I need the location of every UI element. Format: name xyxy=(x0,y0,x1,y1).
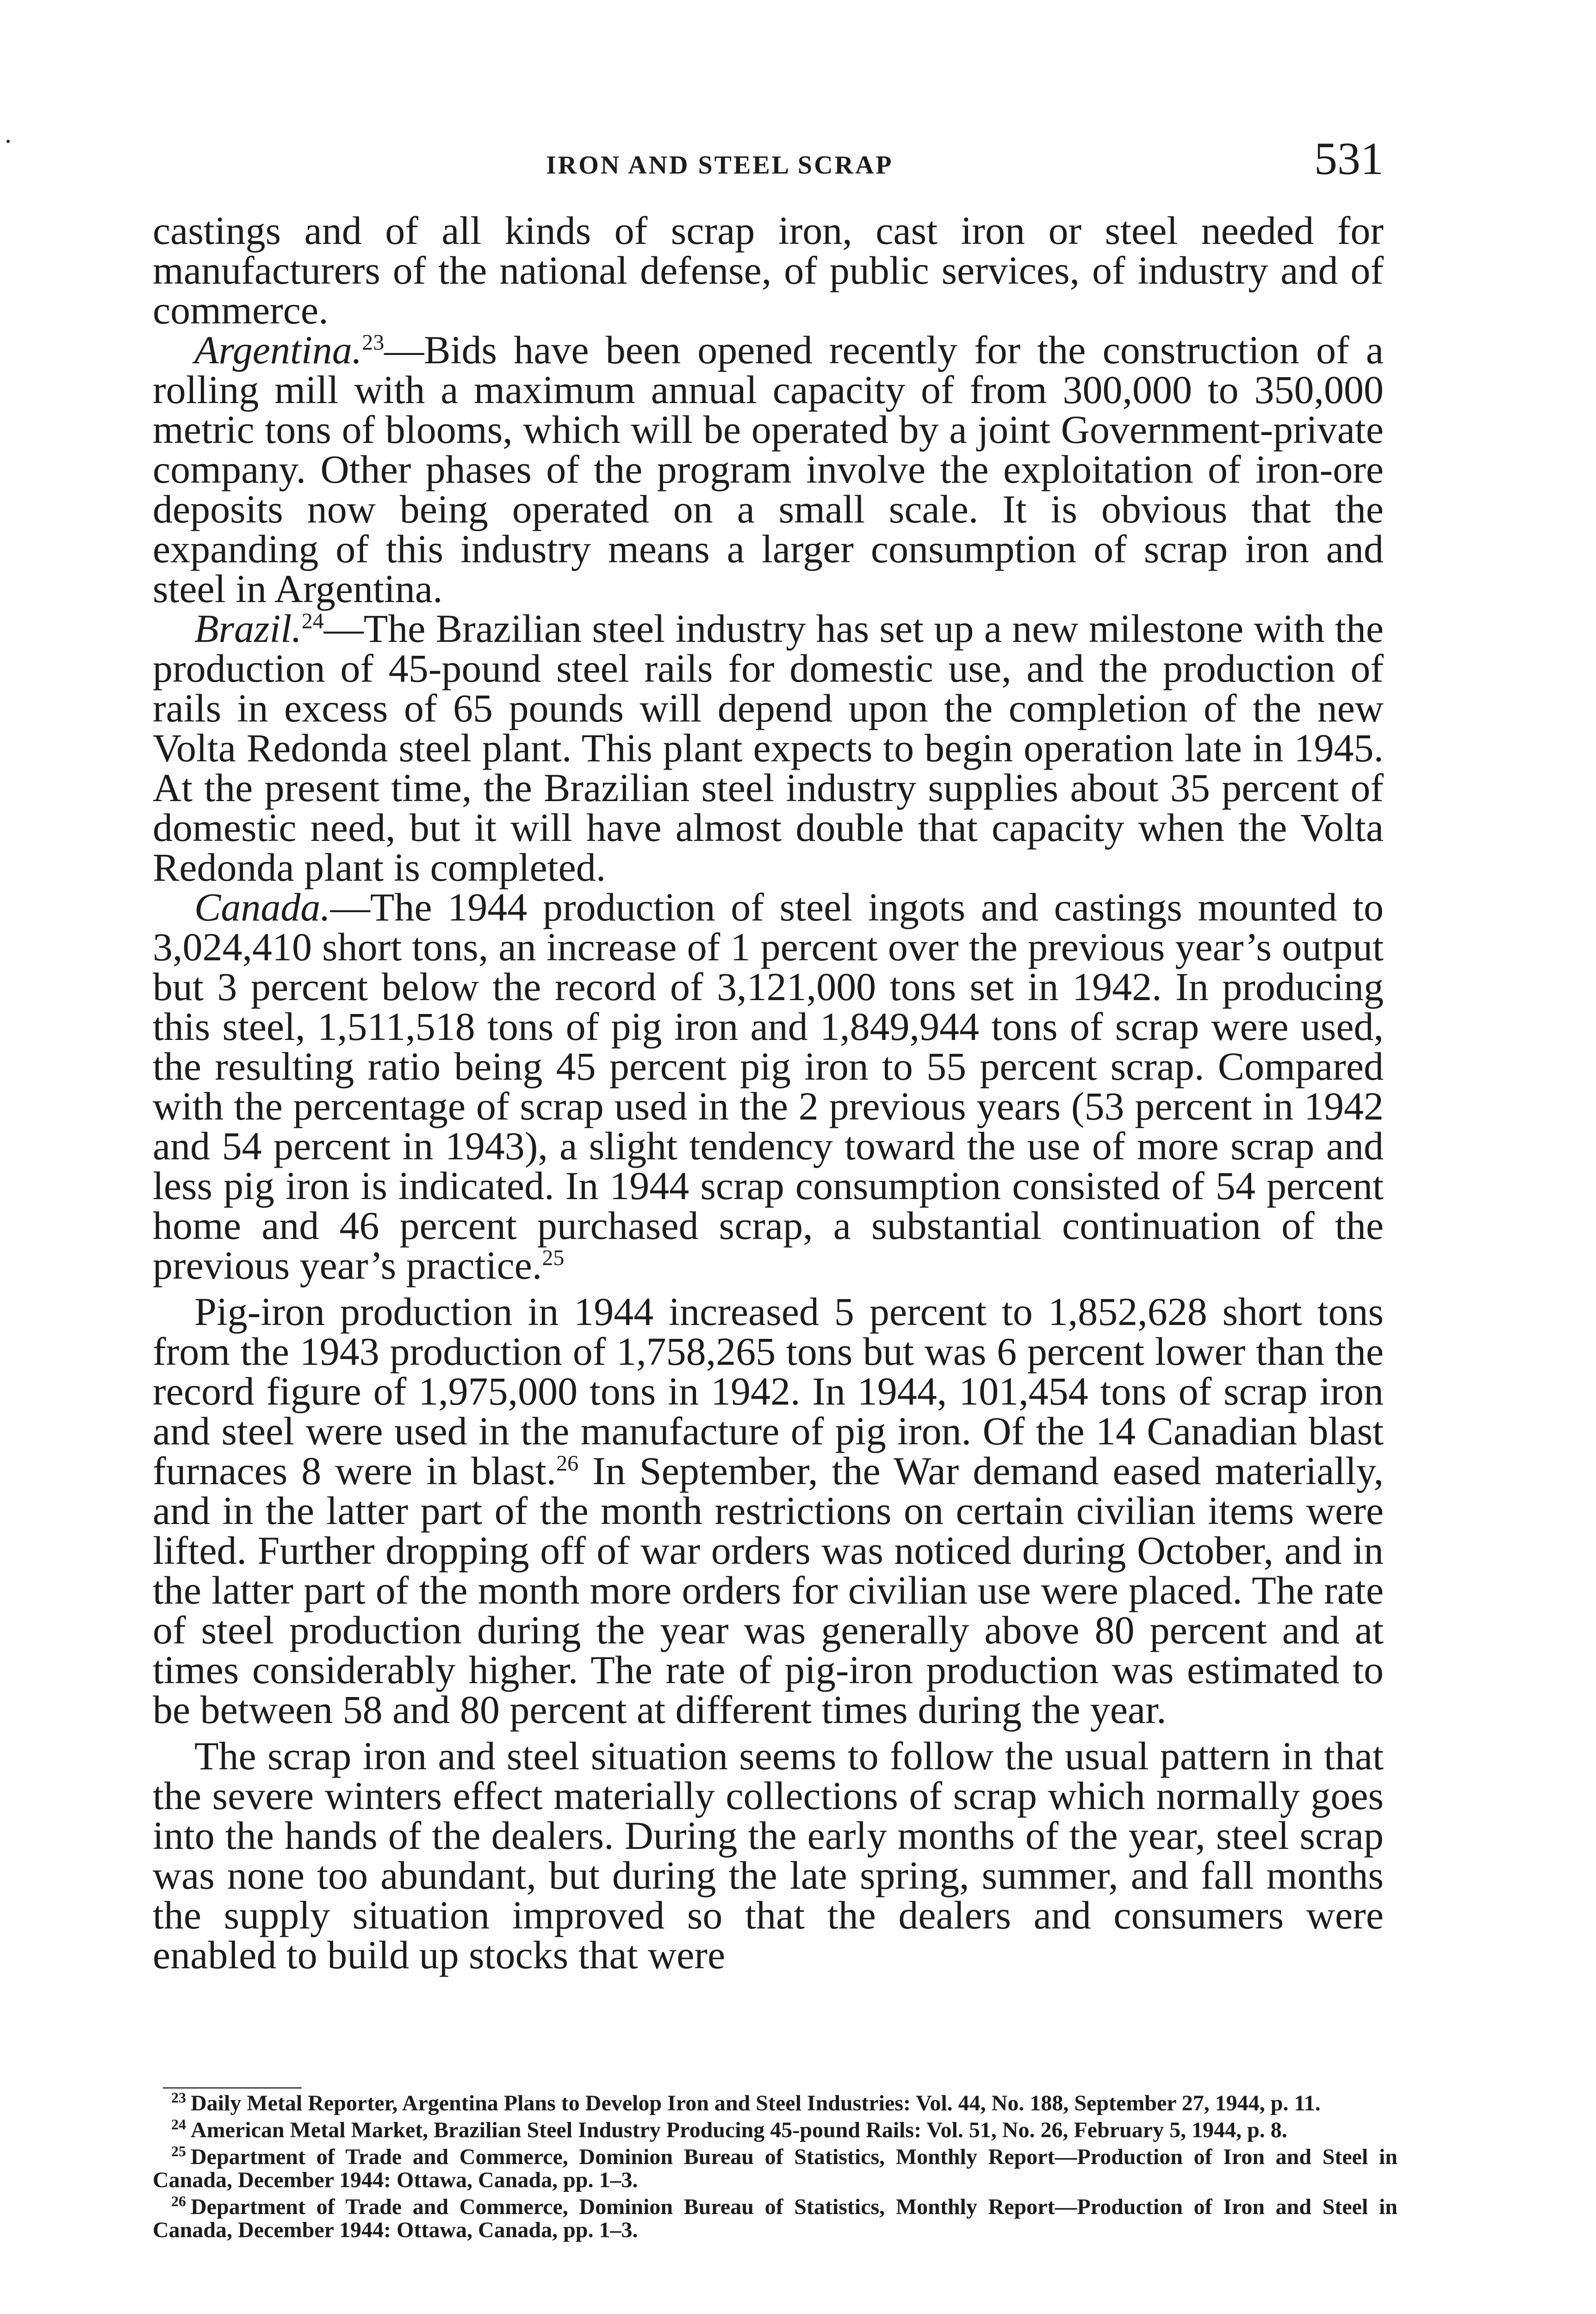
paragraph-canada xyxy=(153,885,1384,1288)
body-text xyxy=(153,208,1384,1977)
footnote-23 xyxy=(153,2089,1397,2115)
footnote-24 xyxy=(153,2116,1397,2142)
paragraph-text: —Bids have been opened recently for the construction of a rolling mill with a maximum annual capacity of from 300,000 to 350,000 metric tons of blooms, which will be operated by a joint Government-private company. Other phases of the program involve the exploitation of iron-ore deposits now being operated on a small scale. It is obvious that the expanding of this industry means a larger consumption of scrap iron and steel in Argentina. xyxy=(153,328,1384,611)
footnote-ref-25: 25 xyxy=(542,1245,565,1270)
paragraph-continuation xyxy=(153,208,1384,332)
paragraph-brazil xyxy=(153,606,1384,890)
country-heading-argentina: Argentina. xyxy=(194,328,362,372)
paragraph-pig-iron xyxy=(153,1289,1384,1732)
footnote-ref-26: 26 xyxy=(556,1451,579,1476)
country-heading-canada: Canada. xyxy=(194,885,330,929)
footnotes xyxy=(153,2089,1397,2246)
footnote-text: Department of Trade and Commerce, Dominion Bureau of Statistics, Monthly Report—Production of Iron and Steel in Canada, December 1944: Ottawa, Canada, pp. 1–3. xyxy=(153,2195,1397,2242)
paragraph-text: —The Brazilian steel industry has set up a new milestone with the production of 45-pound steel rails for domestic use, and the production of rails in excess of 65 pounds will depend upon the completion of the new Volta Redonda steel plant. This plant expects to begin operation late in 1945. At the present time, the Brazilian steel industry supplies about 35 percent of domestic need, but it will have almost double that capacity when the Volta Redonda plant is completed. xyxy=(153,606,1384,890)
running-head: IRON AND STEEL SCRAP xyxy=(546,151,894,180)
footnote-text: American Metal Market, Brazilian Steel Industry Producing 45-pound Rails: Vol. 51, No. 26, February 5, 1944, p. 8. xyxy=(191,2118,1287,2142)
footnote-ref-23: 23 xyxy=(362,330,385,355)
footnote-25 xyxy=(153,2143,1397,2192)
footnote-divider xyxy=(163,2087,302,2089)
footnote-number: 24 xyxy=(171,2116,186,2133)
paragraph-text: —The 1944 production of steel ingots and castings mounted to 3,024,410 short tons, an increase of 1 percent over the previous year’s output but 3 percent below the record of 3,121,000 tons set in 1942. In producing this steel, 1,511,518 tons of pig iron and 1,849,944 tons of scrap were used, the resulting ratio being 45 percent pig iron to 55 percent scrap. Compared with the percentage of scrap used in the 2 previous years (53 percent in 1942 and 54 percent in 1943), a slight tendency toward the use of more scrap and less pig iron is indicated. In 1944 scrap consumption consisted of 54 percent home and 46 percent purchased scrap, a substantial continuation of the previous year’s practice. xyxy=(153,885,1384,1288)
paragraph-text: The scrap iron and steel situation seems to follow the usual pattern in that the severe winters effect materially collections of scrap which normally goes into the hands of the dealers. During the early months of the year, steel scrap was none too abundant, but during the late spring, summer, and fall months the supply situation improved so that the dealers and consumers were enabled to build up stocks that were xyxy=(153,1734,1384,1977)
country-heading-brazil: Brazil. xyxy=(194,606,302,651)
footnote-text: Daily Metal Reporter, Argentina Plans to Develop Iron and Steel Industries: Vol. 44, No. 188, September 27, 1944, p. 11. xyxy=(191,2091,1321,2115)
paragraph-argentina xyxy=(153,330,1384,609)
paragraph-scrap-situation xyxy=(153,1736,1384,1975)
paragraph-text: In September, the War demand eased materially, and in the latter part of the month restrictions on certain civilian items were lifted. Further dropping off of war orders was noticed during October, and in the latter part of the month more orders for civilian use were placed. The rate of steel production during the year was generally above 80 percent and at times considerably higher. The rate of pig-iron production was estimated to be between 58 and 80 percent at different times during the year. xyxy=(153,1449,1384,1732)
footnote-number: 23 xyxy=(171,2089,186,2106)
page-header xyxy=(157,132,1384,187)
footnote-text: Department of Trade and Commerce, Dominion Bureau of Statistics, Monthly Report—Production of Iron and Steel in Canada, December 1944: Ottawa, Canada, pp. 1–3. xyxy=(153,2145,1397,2192)
paragraph-text: Pig-iron production in 1944 increased 5 percent to 1,852,628 short tons from the 1943 production of 1,758,265 tons but was 6 percent lower than the record figure of 1,975,000 tons in 1942. In 1944, 101,454 tons of scrap iron and steel were used in the manufacture of pig iron. Of the 14 Canadian blast furnaces 8 were in blast. xyxy=(153,1289,1384,1493)
footnote-ref-24: 24 xyxy=(301,609,324,634)
footnote-number: 25 xyxy=(171,2143,186,2159)
scan-speck xyxy=(6,140,10,143)
footnote-number: 26 xyxy=(171,2193,186,2209)
paragraph-text: castings and of all kinds of scrap iron, cast iron or steel needed for manufacturers of the national defense, of public services, of industry and of commerce. xyxy=(153,208,1384,332)
page-number: 531 xyxy=(1314,133,1384,184)
footnote-26 xyxy=(153,2193,1397,2242)
